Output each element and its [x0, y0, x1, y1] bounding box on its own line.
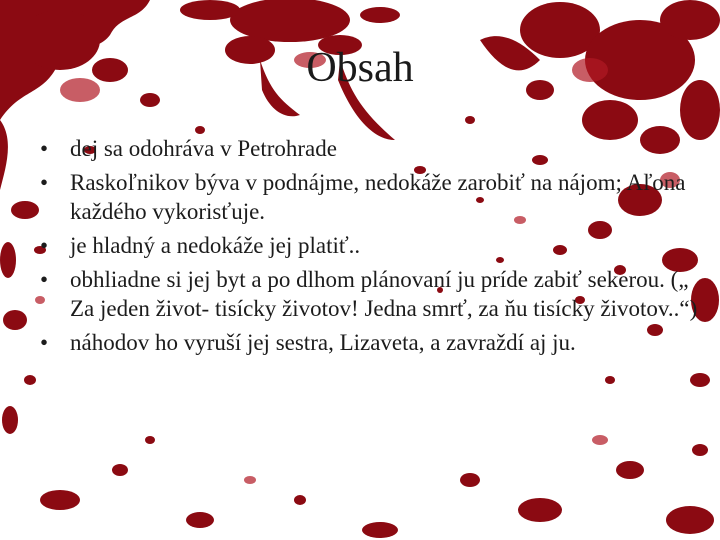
- bullet-icon: •: [40, 233, 49, 258]
- list-item: [40, 265, 700, 323]
- bullet-text: dej sa odohráva v Petrohrade: [70, 136, 337, 161]
- slide-title: Obsah: [306, 45, 414, 91]
- bullet-list: [40, 134, 700, 362]
- bullet-icon: •: [40, 267, 49, 292]
- bullet-text: náhodov ho vyruší jej sestra, Lizaveta, a zavraždí aj ju.: [70, 330, 576, 355]
- list-item: [40, 168, 700, 226]
- bullet-icon: •: [40, 330, 49, 355]
- list-item: [40, 231, 700, 260]
- bullet-text: je hladný a nedokáže jej platiť..: [70, 233, 361, 258]
- bullet-icon: •: [40, 170, 49, 195]
- list-item: [40, 134, 700, 163]
- bullet-icon: •: [40, 136, 49, 161]
- bullet-text: Raskoľnikov býva v podnájme, nedokáže zarobiť na nájom; Aľona každého vykorisťuje.: [70, 170, 686, 224]
- list-item: [40, 328, 700, 357]
- bullet-text: obhliadne si jej byt a po dlhom plánovaní ju príde zabiť sekerou. („ Za jeden život- tisícky životov! Jedna smrť, za ňu tisícky životov..“): [70, 267, 698, 321]
